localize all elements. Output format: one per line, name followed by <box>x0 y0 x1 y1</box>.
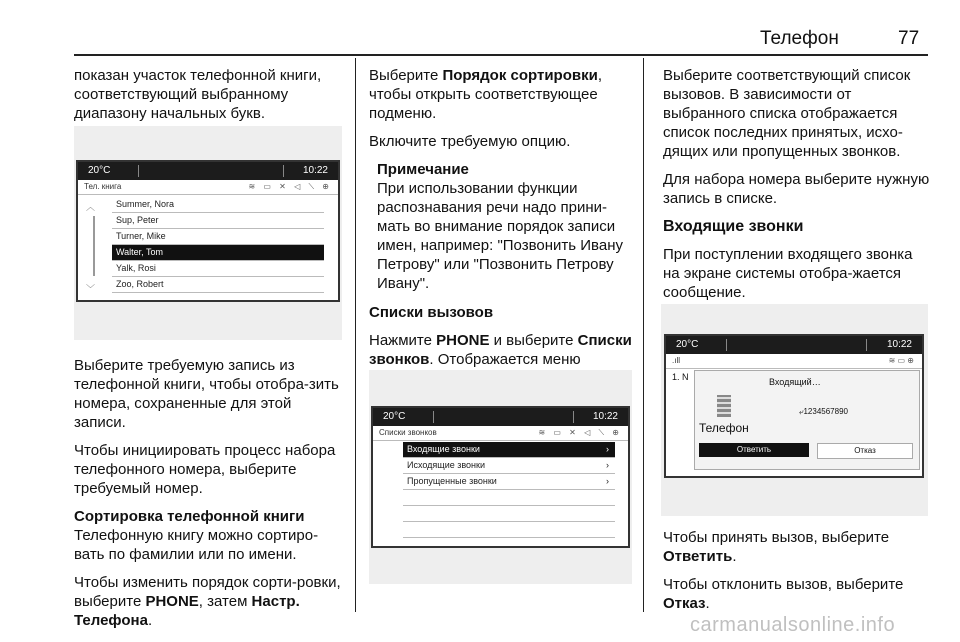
status-bar <box>666 336 922 354</box>
list-item-label: Пропущенные звонки <box>407 476 497 486</box>
clock: 10:22 <box>302 165 328 176</box>
chevron-up-icon[interactable]: ︿ <box>86 202 96 212</box>
list-item-label: Turner, Mike <box>116 231 166 241</box>
answer-button[interactable]: Ответить <box>699 443 809 457</box>
chevron-right-icon: › <box>606 444 609 454</box>
paragraph: Чтобы принять вызов, выберите Ответить. <box>663 529 890 565</box>
list-item[interactable] <box>112 229 324 245</box>
paragraph: Выберите требуемую запись из телефонной книги, чтобы отобра-зить номера, сохраненные для этой записи. <box>74 357 339 431</box>
call-lists-figure <box>369 370 632 584</box>
incoming-call-screen <box>664 334 924 478</box>
column-1 <box>74 66 346 132</box>
incoming-call-figure <box>661 304 928 516</box>
screen-subtitle: Списки звонков <box>379 428 437 437</box>
empty-row <box>403 490 615 506</box>
caller-label: Телефон <box>699 421 749 435</box>
phone-status-icons: ≋ ▭ ⊕ <box>888 356 914 365</box>
temperature: 20°C <box>88 165 111 176</box>
paragraph: При поступлении входящего звонка на экране системы отобра-жается сообщение. <box>663 246 913 301</box>
paragraph: Телефонную книгу можно сортиро-вать по фамилии или по имени. <box>74 527 319 563</box>
empty-row <box>403 522 615 538</box>
column-3 <box>663 66 933 311</box>
incoming-call-dialog <box>694 370 920 470</box>
chevron-right-icon: › <box>606 460 609 470</box>
column-divider <box>643 58 644 612</box>
screen-subtitle: Тел. книга <box>84 182 122 191</box>
list-item[interactable] <box>403 442 615 458</box>
temperature: 20°C <box>676 339 699 350</box>
page-number: 77 <box>898 28 920 49</box>
list-item[interactable] <box>403 458 615 474</box>
caller-number: ⤶1234567890 <box>799 407 848 416</box>
list-item[interactable] <box>112 245 324 261</box>
list-item[interactable] <box>112 197 324 213</box>
call-lists-menu <box>403 442 615 538</box>
list-item-label: Входящие звонки <box>407 444 480 454</box>
chevron-right-icon: › <box>606 476 609 486</box>
note-text: При использовании функции распознавания речи надо прини-мать во внимание порядок записи имен, например: "Позвонить Ивану Петрову" или "Позвонить Петрову Ивану". <box>377 180 623 292</box>
status-bar <box>373 408 628 426</box>
call-lists-screen <box>371 406 630 548</box>
list-item-label: Walter, Tom <box>116 247 164 257</box>
header-rule <box>74 54 928 56</box>
column-1-lower <box>74 356 346 639</box>
list-item-label: Zoo, Robert <box>116 279 164 289</box>
paragraph: Для набора номера выберите нужную запись в списке. <box>663 171 930 207</box>
note-box <box>369 160 637 293</box>
column-2 <box>369 66 637 397</box>
clock: 10:22 <box>886 339 912 350</box>
status-bar <box>78 162 338 180</box>
list-item-label: Summer, Nora <box>116 199 175 209</box>
status-icons: ≋ ▭ ✕ ◁ ⟍ ⊕ <box>248 182 332 191</box>
status-icons: ≋ ▭ ✕ ◁ ⟍ ⊕ <box>538 428 622 437</box>
paragraph: Нажмите PHONE и выберите Списки звонков. Отображается меню <box>369 332 632 368</box>
list-item[interactable] <box>403 474 615 490</box>
page-title: Телефон <box>760 28 839 49</box>
paragraph: Включите требуемую опцию. <box>369 133 571 150</box>
paragraph: Выберите соответствующий список вызовов. В зависимости от выбранного списка отображается список последних принятых, исхо-дящих или пропущенных звонков. <box>663 67 911 160</box>
signal-icon: .ıll <box>672 356 680 365</box>
phone-keypad-icon <box>717 395 731 417</box>
note-title: Примечание <box>377 161 469 178</box>
sort-heading: Сортировка телефонной книги <box>74 508 305 525</box>
column-divider <box>355 58 356 612</box>
call-list-entry: 1. N <box>672 372 689 382</box>
screen-subtitle-bar <box>373 426 628 441</box>
dialog-title: Входящий… <box>769 377 821 387</box>
phonebook-list <box>112 197 324 293</box>
screen-subtitle-bar <box>78 180 338 195</box>
reject-button[interactable]: Отказ <box>817 443 913 459</box>
paragraph: Чтобы инициировать процесс набора телефонного номера, выберите требуемый номер. <box>74 442 336 497</box>
clock: 10:22 <box>592 411 618 422</box>
paragraph: показан участок телефонной книги, соответствующий выбранному диапазону начальных букв. <box>74 67 322 122</box>
column-3-lower <box>663 528 933 622</box>
watermark: carmanualsonline.info <box>690 614 896 636</box>
list-item-label: Sup, Peter <box>116 215 159 225</box>
calls-heading: Списки вызовов <box>369 304 494 321</box>
temperature: 20°C <box>383 411 406 422</box>
list-item[interactable] <box>112 277 324 293</box>
paragraph: Чтобы отклонить вызов, выберите Отказ. <box>663 576 904 612</box>
paragraph: Чтобы изменить порядок сорти-ровки, выберите PHONE, затем Настр. Телефона. <box>74 574 341 629</box>
list-item[interactable] <box>112 213 324 229</box>
list-item-label: Yalk, Rosi <box>116 263 156 273</box>
list-item-label: Исходящие звонки <box>407 460 485 470</box>
phonebook-screen <box>76 160 340 302</box>
chevron-down-icon[interactable]: ﹀ <box>86 284 96 294</box>
paragraph: Выберите Порядок сортировки, чтобы открыть соответствующее подменю. <box>369 67 602 122</box>
phonebook-figure <box>74 126 342 340</box>
incoming-heading: Входящие звонки <box>663 218 804 235</box>
empty-row <box>403 506 615 522</box>
scrollbar[interactable] <box>93 216 95 276</box>
list-item[interactable] <box>112 261 324 277</box>
